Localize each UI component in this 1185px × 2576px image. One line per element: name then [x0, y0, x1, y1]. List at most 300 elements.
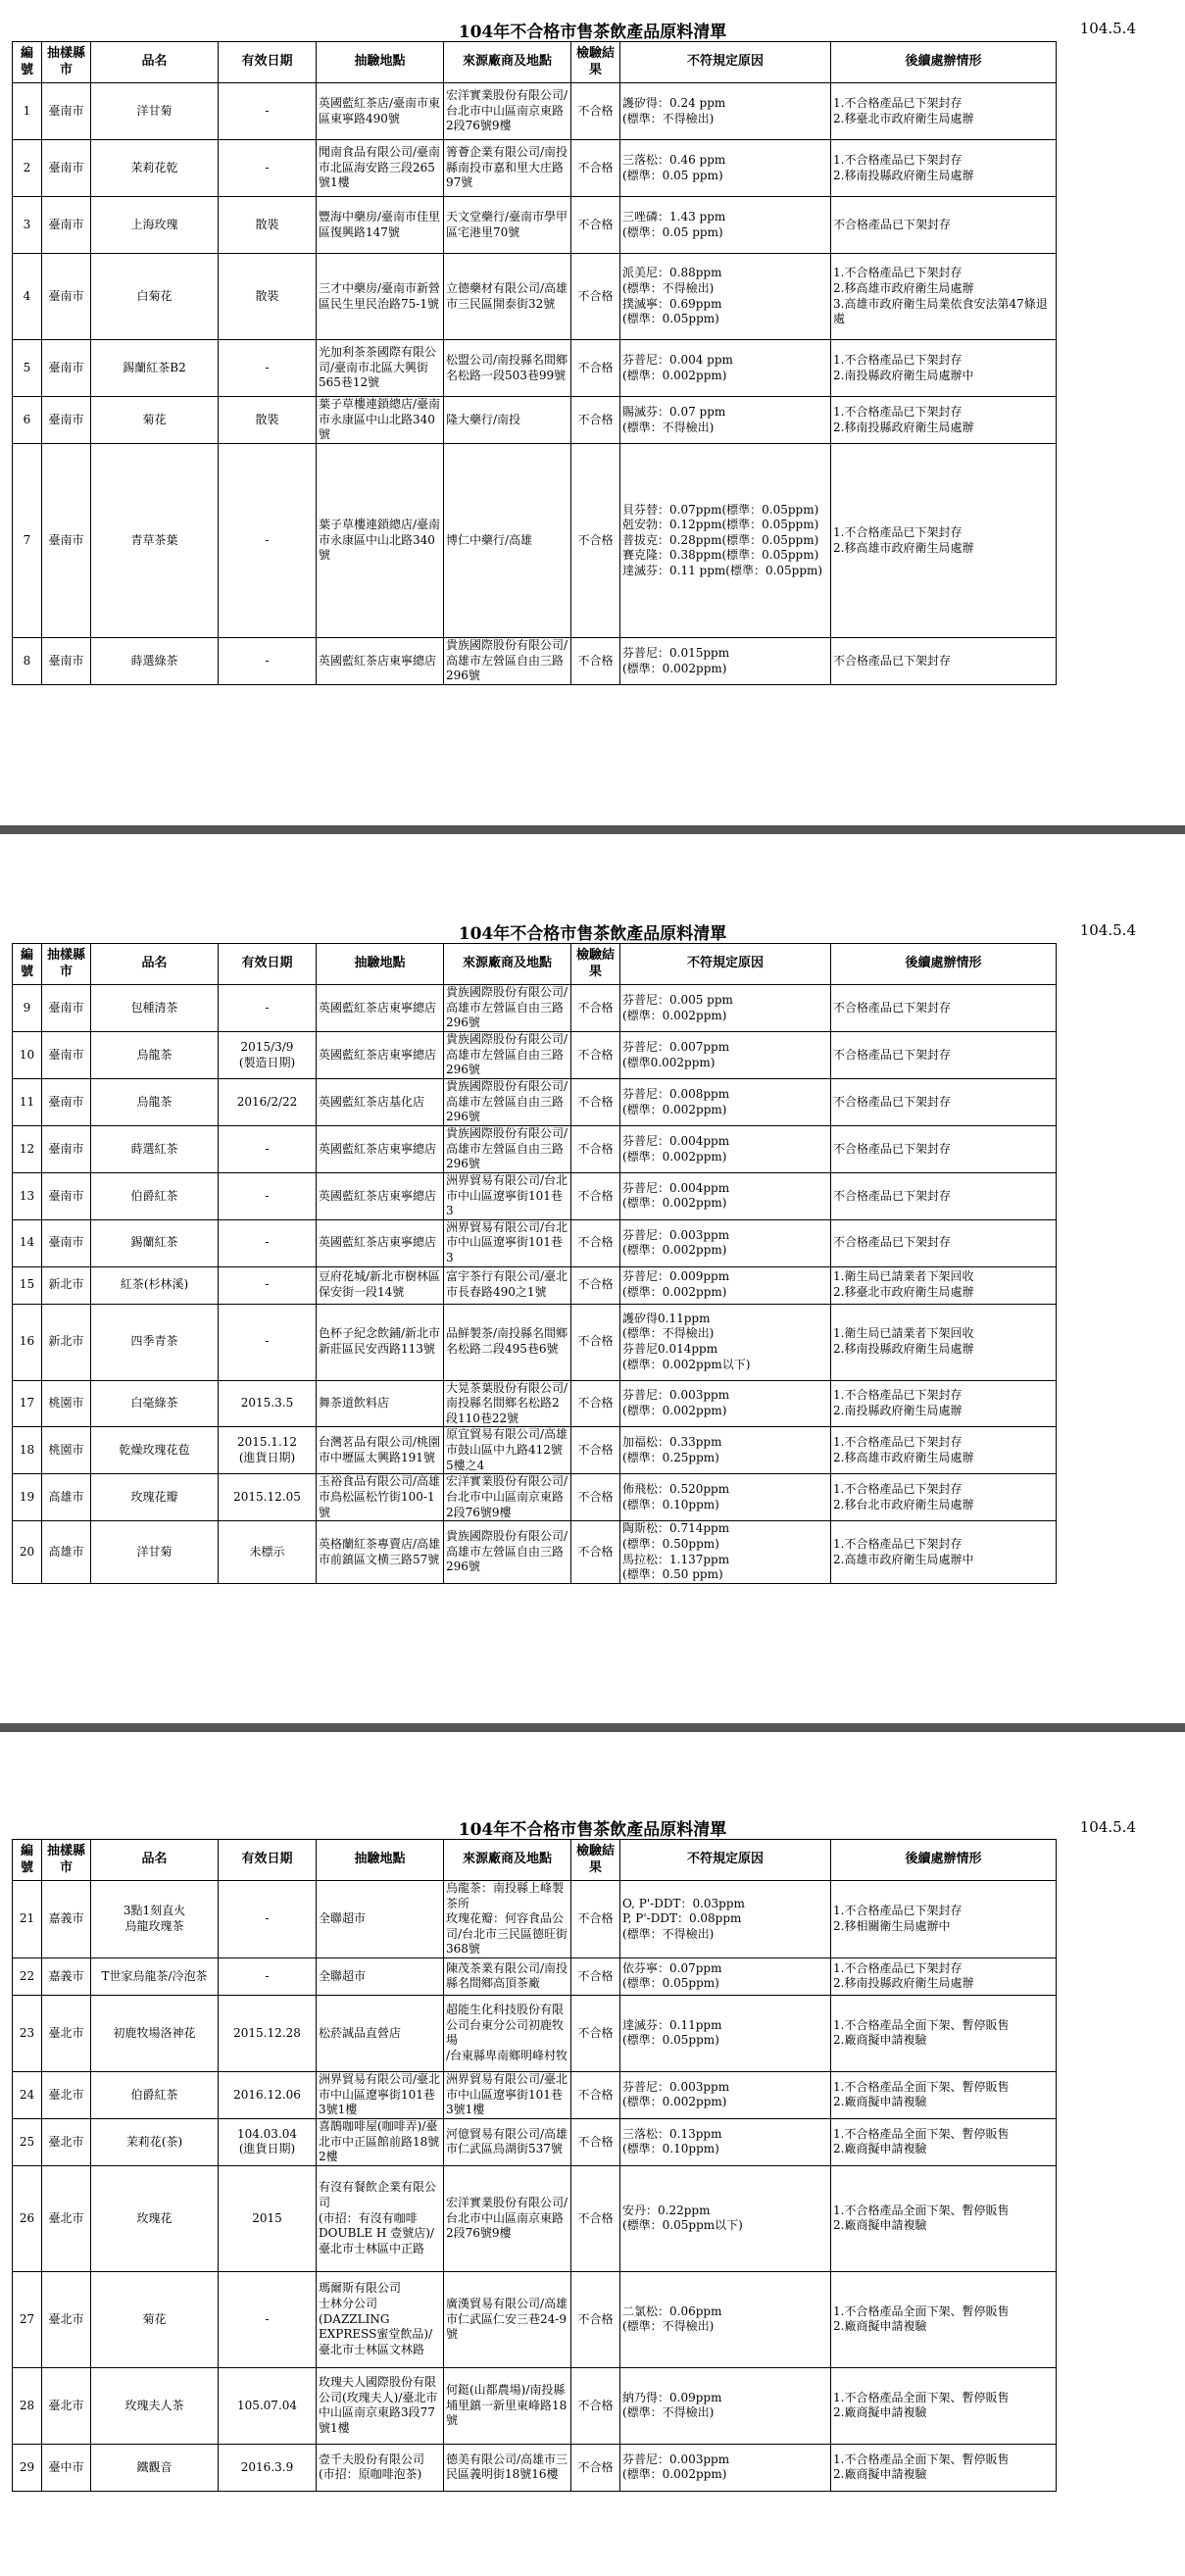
cell-followup: 1.不合格產品已下架封存 2.南投縣政府衛生局處辦中 [831, 340, 1057, 397]
cell-followup: 1.不合格產品已下架封存 2.移台北市政府衛生局處辦 [831, 1474, 1057, 1521]
cell-sample-loc: 台灣茗品有限公司/桃園市中壢區太興路191號 [317, 1427, 444, 1474]
table-row [13, 1219, 1057, 1266]
table-row [13, 638, 1057, 685]
cell-sample-loc: 壹千夫股份有限公司 (市招：原咖啡泡茶) [317, 2444, 444, 2491]
table-row [13, 2165, 1057, 2271]
header-no: 編號 [13, 1840, 42, 1881]
cell-no: 24 [13, 2071, 42, 2118]
cell-followup: 不合格產品已下架封存 [831, 1126, 1057, 1173]
cell-source: 德美有限公司/高雄市三民區義明街18號16樓 [444, 2444, 571, 2491]
cell-no: 26 [13, 2165, 42, 2271]
cell-no: 4 [13, 254, 42, 340]
cell-followup: 1.不合格產品已下架封存 2.移南投縣政府衛生局處辦 [831, 397, 1057, 444]
cell-result: 不合格 [571, 1304, 620, 1380]
cell-reason: 佈飛松：0.520ppm (標準：0.10ppm) [620, 1474, 831, 1521]
cell-sample-loc: 英國藍紅茶店東寧總店 [317, 1173, 444, 1220]
cell-county: 臺南市 [42, 985, 91, 1032]
cell-followup: 1.不合格產品已下架封存 2.高雄市政府衛生局處辦中 [831, 1521, 1057, 1583]
cell-no: 1 [13, 83, 42, 140]
header-followup: 後續處辦情形 [831, 1840, 1057, 1881]
doc-title: 104年不合格市售茶飲產品原料清單 [458, 1820, 727, 1840]
cell-no: 25 [13, 2118, 42, 2165]
cell-followup: 1.衛生局已請業者下架回收 2.移南投縣政府衛生局處辦 [831, 1304, 1057, 1380]
cell-name: T世家烏龍茶/冷泡茶 [91, 1957, 219, 1995]
cell-name: 玫瑰花 [91, 2165, 219, 2271]
cell-reason: 芬普尼：0.003ppm (標準：0.002ppm) [620, 1380, 831, 1427]
cell-no: 9 [13, 985, 42, 1032]
header-county: 抽樣縣市 [42, 944, 91, 985]
cell-sample-loc: 英國藍紅茶店基化店 [317, 1079, 444, 1126]
cell-source: 箐薈企業有限公司/南投縣南投市嘉和里大庄路97號 [444, 140, 571, 197]
cell-source: 品鮮製茶/南投縣名間鄉名松路二段495巷6號 [444, 1304, 571, 1380]
cell-expiry: 105.07.04 [219, 2367, 317, 2444]
table-row [13, 1995, 1057, 2071]
cell-result: 不合格 [571, 1427, 620, 1474]
cell-expiry: 2015 [219, 2165, 317, 2271]
cell-followup: 1.不合格產品已下架封存 2.移高雄市政府衛生局處辦 [831, 1427, 1057, 1474]
header-no: 編號 [13, 42, 42, 83]
cell-source: 貴族國際股份有限公司/高雄市左營區自由三路296號 [444, 1079, 571, 1126]
cell-no: 29 [13, 2444, 42, 2491]
cell-name: 鐵觀音 [91, 2444, 219, 2491]
table-row [13, 254, 1057, 340]
header-reason: 不符規定原因 [620, 1840, 831, 1881]
cell-name: 包種清茶 [91, 985, 219, 1032]
cell-source: 廣漢貿易有限公司/高雄市仁武區仁安三巷24-9號 [444, 2271, 571, 2367]
cell-reason: 三唑磷：1.43 ppm (標準：0.05 ppm) [620, 197, 831, 254]
cell-followup: 1.不合格產品全面下架、暫停販售 2.廠商擬申請複驗 [831, 2367, 1057, 2444]
cell-reason: 芬普尼：0.003ppm (標準：0.002ppm) [620, 2071, 831, 2118]
cell-result: 不合格 [571, 1032, 620, 1079]
header-no: 編號 [13, 944, 42, 985]
header-name: 品名 [91, 1840, 219, 1881]
cell-source: 超能生化科技股份有限公司台東分公司初鹿牧場 /台東縣卑南鄉明峰村牧 [444, 1995, 571, 2071]
cell-followup: 不合格產品已下架封存 [831, 985, 1057, 1032]
cell-name: 洋甘菊 [91, 1521, 219, 1583]
cell-county: 臺南市 [42, 397, 91, 444]
cell-expiry: 2016/2/22 [219, 1079, 317, 1126]
cell-county: 臺北市 [42, 2165, 91, 2271]
table-body [13, 83, 1057, 685]
data-table [12, 943, 1057, 1584]
cell-result: 不合格 [571, 985, 620, 1032]
cell-followup: 1.不合格產品已下架封存 2.移臺北市政府衛生局處辦 [831, 83, 1057, 140]
header-source: 來源廠商及地點 [444, 944, 571, 985]
cell-reason: 芬普尼：0.007ppm (標準0.002ppm) [620, 1032, 831, 1079]
header-county: 抽樣縣市 [42, 42, 91, 83]
cell-followup: 不合格產品已下架封存 [831, 1219, 1057, 1266]
table-row [13, 1126, 1057, 1173]
cell-county: 臺北市 [42, 1995, 91, 2071]
cell-source: 博仁中藥行/高雄 [444, 444, 571, 638]
cell-expiry: 未標示 [219, 1521, 317, 1583]
cell-followup: 1.不合格產品已下架封存 2.移高雄市政府衛生局處辦 3.高雄市政府衛生局業依食安法第47條退處 [831, 254, 1057, 340]
header-source: 來源廠商及地點 [444, 42, 571, 83]
cell-source: 河億貿易有限公司/高雄市仁武區烏湖街537號 [444, 2118, 571, 2165]
table-row [13, 1521, 1057, 1583]
cell-reason: 納乃得：0.09ppm (標準：不得檢出) [620, 2367, 831, 2444]
cell-expiry: 2015.1.12 (進貨日期) [219, 1427, 317, 1474]
cell-no: 27 [13, 2271, 42, 2367]
cell-result: 不合格 [571, 1173, 620, 1220]
header-expiry: 有效日期 [219, 42, 317, 83]
cell-reason: 二氯松：0.06ppm (標準：不得檢出) [620, 2271, 831, 2367]
cell-county: 桃園市 [42, 1427, 91, 1474]
cell-expiry: - [219, 1304, 317, 1380]
cell-followup: 1.衛生局已請業者下架回收 2.移臺北市政府衛生局處辦 [831, 1266, 1057, 1304]
cell-followup: 1.不合格產品全面下架、暫停販售 2.廠商擬申請複驗 [831, 2118, 1057, 2165]
cell-reason: 芬普尼：0.004 ppm (標準：0.002ppm) [620, 340, 831, 397]
cell-reason: 芬普尼：0.005 ppm (標準：0.002ppm) [620, 985, 831, 1032]
cell-result: 不合格 [571, 140, 620, 197]
cell-result: 不合格 [571, 444, 620, 638]
table-row [13, 197, 1057, 254]
cell-name: 錫蘭紅茶 [91, 1219, 219, 1266]
cell-reason: 派美尼：0.88ppm (標準：不得檢出) 撲滅寧：0.69ppm (標準：0.05ppm) [620, 254, 831, 340]
table-row [13, 1957, 1057, 1995]
header-followup: 後續處辦情形 [831, 944, 1057, 985]
cell-county: 高雄市 [42, 1474, 91, 1521]
cell-county: 臺南市 [42, 1126, 91, 1173]
table-row [13, 1266, 1057, 1304]
header-reason: 不符規定原因 [620, 944, 831, 985]
cell-name: 錫蘭紅茶B2 [91, 340, 219, 397]
cell-county: 臺北市 [42, 2367, 91, 2444]
cell-county: 高雄市 [42, 1521, 91, 1583]
cell-reason: 護矽得：0.24 ppm (標準：不得檢出) [620, 83, 831, 140]
cell-county: 臺南市 [42, 1173, 91, 1220]
table-row [13, 1881, 1057, 1958]
cell-source: 宏洋實業股份有限公司/台北市中山區南京東路2段76號9樓 [444, 1474, 571, 1521]
cell-result: 不合格 [571, 397, 620, 444]
cell-reason: 三落松：0.46 ppm (標準：0.05 ppm) [620, 140, 831, 197]
cell-no: 7 [13, 444, 42, 638]
header-followup: 後續處辦情形 [831, 42, 1057, 83]
cell-county: 臺南市 [42, 140, 91, 197]
cell-source: 宏洋實業股份有限公司/台北市中山區南京東路2段76號9樓 [444, 83, 571, 140]
cell-expiry: - [219, 140, 317, 197]
cell-reason: 賜滅芬：0.07 ppm (標準：不得檢出) [620, 397, 831, 444]
cell-expiry: 2016.3.9 [219, 2444, 317, 2491]
cell-reason: 芬普尼：0.004ppm (標準：0.002ppm) [620, 1173, 831, 1220]
cell-sample-loc: 玉裕食品有限公司/高雄市鳥松區松竹街100-1號 [317, 1474, 444, 1521]
cell-source: 松盟公司/南投縣名間鄉名松路一段503巷99號 [444, 340, 571, 397]
cell-no: 20 [13, 1521, 42, 1583]
cell-source: 大晃茶葉股份有限公司/南投縣名間鄉名松路2段110巷22號 [444, 1380, 571, 1427]
cell-sample-loc: 英國藍紅茶店東寧總店 [317, 1126, 444, 1173]
cell-expiry: - [219, 1881, 317, 1958]
cell-county: 臺南市 [42, 444, 91, 638]
cell-result: 不合格 [571, 638, 620, 685]
cell-sample-loc: 玫瑰夫人國際股份有限公司(玫瑰夫人)/臺北市中山區南京東路3段77號1樓 [317, 2367, 444, 2444]
cell-no: 19 [13, 1474, 42, 1521]
cell-name: 上海玫瑰 [91, 197, 219, 254]
cell-sample-loc: 豆府花城/新北市樹林區保安街一段14號 [317, 1266, 444, 1304]
cell-expiry: 散裝 [219, 397, 317, 444]
cell-sample-loc: 豐海中藥房/臺南市佳里區復興路147號 [317, 197, 444, 254]
cell-no: 17 [13, 1380, 42, 1427]
doc-date: 104.5.4 [1079, 1818, 1136, 1836]
cell-sample-loc: 葉子草樓連鎖總店/臺南市永康區中山北路340號 [317, 397, 444, 444]
cell-county: 嘉義市 [42, 1957, 91, 1995]
cell-reason: 芬普尼：0.008ppm (標準：0.002ppm) [620, 1079, 831, 1126]
cell-expiry: - [219, 985, 317, 1032]
cell-expiry: - [219, 1266, 317, 1304]
cell-no: 22 [13, 1957, 42, 1995]
cell-result: 不合格 [571, 1219, 620, 1266]
cell-followup: 不合格產品已下架封存 [831, 638, 1057, 685]
table-row [13, 2071, 1057, 2118]
cell-result: 不合格 [571, 1079, 620, 1126]
cell-result: 不合格 [571, 1266, 620, 1304]
cell-followup: 不合格產品已下架封存 [831, 1032, 1057, 1079]
cell-name: 茉莉花(茶) [91, 2118, 219, 2165]
cell-result: 不合格 [571, 254, 620, 340]
table-body [13, 985, 1057, 1584]
cell-name: 茉莉花乾 [91, 140, 219, 197]
table-row [13, 1474, 1057, 1521]
cell-followup: 1.不合格產品全面下架、暫停販售 2.廠商擬申請複驗 [831, 1995, 1057, 2071]
cell-result: 不合格 [571, 1957, 620, 1995]
cell-source: 立德藥材有限公司/高雄市三民區開泰街32號 [444, 254, 571, 340]
header-name: 品名 [91, 944, 219, 985]
table-row [13, 1380, 1057, 1427]
cell-county: 新北市 [42, 1304, 91, 1380]
cell-reason: 貝芬替：0.07ppm(標準：0.05ppm) 剋安勃：0.12ppm(標準：0.05ppm) 普拔克：0.28ppm(標準：0.05ppm) 賽克隆：0.38ppm(標準：0.05ppm) 達滅芬：0.11 ppm(標準：0.05ppm) [620, 444, 831, 638]
cell-source: 何鋌(山都農場)/南投縣埔里鎮一新里東峰路18號 [444, 2367, 571, 2444]
cell-followup: 1.不合格產品全面下架、暫停販售 2.廠商擬申請複驗 [831, 2271, 1057, 2367]
header-sample-loc: 抽驗地點 [317, 1840, 444, 1881]
cell-followup: 1.不合格產品全面下架、暫停販售 2.廠商擬申請複驗 [831, 2071, 1057, 2118]
cell-result: 不合格 [571, 2165, 620, 2271]
cell-source: 貴族國際股份有限公司/高雄市左營區自由三路296號 [444, 1521, 571, 1583]
cell-sample-loc: 全聯超市 [317, 1957, 444, 1995]
table-row [13, 340, 1057, 397]
cell-reason: 芬普尼：0.004ppm (標準：0.002ppm) [620, 1126, 831, 1173]
doc-title: 104年不合格市售茶飲產品原料清單 [458, 23, 727, 42]
cell-sample-loc: 英格蘭紅茶專賣店/高雄市前鎮區文横三路57號 [317, 1521, 444, 1583]
cell-name: 白毫綠茶 [91, 1380, 219, 1427]
header-source: 來源廠商及地點 [444, 1840, 571, 1881]
cell-source: 隆大藥行/南投 [444, 397, 571, 444]
cell-name: 乾燥玫瑰花苞 [91, 1427, 219, 1474]
cell-county: 臺南市 [42, 1219, 91, 1266]
cell-result: 不合格 [571, 1521, 620, 1583]
table-row [13, 83, 1057, 140]
table-row [13, 985, 1057, 1032]
cell-reason: 陶斯松：0.714ppm (標準：0.50ppm) 馬拉松：1.137ppm (標準：0.50 ppm) [620, 1521, 831, 1583]
cell-expiry: 104.03.04 (進貨日期) [219, 2118, 317, 2165]
cell-result: 不合格 [571, 2071, 620, 2118]
header-county: 抽樣縣市 [42, 1840, 91, 1881]
cell-followup: 1.不合格產品已下架封存 2.南投縣政府衛生局處辦 [831, 1380, 1057, 1427]
cell-reason: 芬普尼：0.003ppm (標準：0.002ppm) [620, 2444, 831, 2491]
cell-county: 臺中市 [42, 2444, 91, 2491]
cell-sample-loc: 光加利茶茶國際有限公司/臺南市北區大興街565巷12號 [317, 340, 444, 397]
cell-result: 不合格 [571, 1881, 620, 1958]
doc-date: 104.5.4 [1079, 921, 1136, 939]
cell-sample-loc: 瑪爾斯有限公司 士林分公司 (DAZZLING EXPRESS蜜堂飲品)/臺北市士林區文林路 [317, 2271, 444, 2367]
cell-expiry: - [219, 340, 317, 397]
cell-name: 菊花 [91, 2271, 219, 2367]
cell-sample-loc: 葉子草樓連鎖總店/臺南市永康區中山北路340號 [317, 444, 444, 638]
cell-expiry: 2015.12.28 [219, 1995, 317, 2071]
header-result: 檢驗結果 [571, 1840, 620, 1881]
cell-name: 伯爵紅茶 [91, 1173, 219, 1220]
cell-source: 貴族國際股份有限公司/高雄市左營區自由三路296號 [444, 1126, 571, 1173]
cell-no: 23 [13, 1995, 42, 2071]
cell-county: 臺南市 [42, 340, 91, 397]
cell-result: 不合格 [571, 1380, 620, 1427]
cell-no: 13 [13, 1173, 42, 1220]
table-row [13, 2271, 1057, 2367]
cell-result: 不合格 [571, 1126, 620, 1173]
cell-result: 不合格 [571, 1995, 620, 2071]
cell-name: 紅茶(杉林溪) [91, 1266, 219, 1304]
cell-county: 臺南市 [42, 1079, 91, 1126]
cell-expiry: - [219, 1173, 317, 1220]
cell-county: 臺南市 [42, 638, 91, 685]
cell-source: 貴族國際股份有限公司/高雄市左營區自由三路296號 [444, 638, 571, 685]
cell-county: 臺北市 [42, 2071, 91, 2118]
cell-reason: 護矽得0.11ppm (標準：不得檢出) 芬普尼0.014ppm (標準：0.002ppm以下) [620, 1304, 831, 1380]
table-row [13, 1079, 1057, 1126]
cell-no: 15 [13, 1266, 42, 1304]
cell-county: 臺北市 [42, 2118, 91, 2165]
cell-expiry: - [219, 1219, 317, 1266]
cell-county: 嘉義市 [42, 1881, 91, 1958]
cell-county: 臺南市 [42, 197, 91, 254]
doc-date: 104.5.4 [1079, 20, 1136, 37]
cell-reason: 依芬寧：0.07ppm (標準：0.05ppm) [620, 1957, 831, 1995]
cell-source: 陳茂茶業有限公司/南投縣名間鄉高頂茶廠 [444, 1957, 571, 1995]
cell-name: 玫瑰夫人茶 [91, 2367, 219, 2444]
cell-source: 烏龍茶：南投縣上峰製茶所 玫瑰花瓣：何容食品公司/台北市三民區德旺街368號 [444, 1881, 571, 1958]
cell-name: 烏龍茶 [91, 1079, 219, 1126]
cell-expiry: 2015.3.5 [219, 1380, 317, 1427]
cell-name: 伯爵紅茶 [91, 2071, 219, 2118]
cell-result: 不合格 [571, 2118, 620, 2165]
cell-expiry: - [219, 2271, 317, 2367]
cell-reason: 三落松：0.13ppm (標準：0.10ppm) [620, 2118, 831, 2165]
cell-reason: 芬普尼：0.015ppm (標準：0.002ppm) [620, 638, 831, 685]
cell-county: 臺北市 [42, 2271, 91, 2367]
cell-followup: 不合格產品已下架封存 [831, 197, 1057, 254]
cell-sample-loc: 有沒有餐飲企業有限公司 (市招：有沒有咖啡DOUBLE H 壹號店)/臺北市士林區中正路 [317, 2165, 444, 2271]
cell-result: 不合格 [571, 83, 620, 140]
cell-sample-loc: 三才中藥房/臺南市新營區民生里民治路75-1號 [317, 254, 444, 340]
cell-source: 貴族國際股份有限公司/高雄市左營區自由三路296號 [444, 1032, 571, 1079]
cell-followup: 1.不合格產品全面下架、暫停販售 2.廠商擬申請複驗 [831, 2444, 1057, 2491]
header-sample-loc: 抽驗地點 [317, 944, 444, 985]
cell-expiry: 2015.12.05 [219, 1474, 317, 1521]
cell-no: 3 [13, 197, 42, 254]
cell-followup: 不合格產品已下架封存 [831, 1079, 1057, 1126]
data-table [12, 41, 1057, 685]
cell-sample-loc: 喜鵲咖啡屋(咖啡弄)/臺北市中正區館前路18號2樓 [317, 2118, 444, 2165]
cell-county: 臺南市 [42, 1032, 91, 1079]
cell-sample-loc: 色杯子紀念飲鋪/新北市新莊區民安西路113號 [317, 1304, 444, 1380]
cell-no: 28 [13, 2367, 42, 2444]
table-row [13, 140, 1057, 197]
cell-result: 不合格 [571, 2271, 620, 2367]
header-name: 品名 [91, 42, 219, 83]
cell-no: 12 [13, 1126, 42, 1173]
cell-name: 烏龍茶 [91, 1032, 219, 1079]
cell-county: 臺南市 [42, 254, 91, 340]
cell-followup: 1.不合格產品已下架封存 2.移高雄市政府衛生局處辦 [831, 444, 1057, 638]
cell-no: 16 [13, 1304, 42, 1380]
cell-expiry: 散裝 [219, 254, 317, 340]
cell-result: 不合格 [571, 197, 620, 254]
cell-no: 5 [13, 340, 42, 397]
cell-source: 宏洋實業股份有限公司/台北市中山區南京東路2段76號9樓 [444, 2165, 571, 2271]
cell-no: 2 [13, 140, 42, 197]
cell-expiry: - [219, 83, 317, 140]
cell-source: 原宜貿易有限公司/高雄市鼓山區中九路412號5樓之4 [444, 1427, 571, 1474]
cell-expiry: 散裝 [219, 197, 317, 254]
cell-followup: 1.不合格產品已下架封存 2.移相關衛生局處辦中 [831, 1881, 1057, 1958]
cell-sample-loc: 英國藍紅茶店東寧總店 [317, 1032, 444, 1079]
cell-source: 天文堂藥行/臺南市學甲區宅港里70號 [444, 197, 571, 254]
cell-county: 桃園市 [42, 1380, 91, 1427]
cell-name: 洋甘菊 [91, 83, 219, 140]
cell-sample-loc: 聞南食品有限公司/臺南市北區海安路三段265號1樓 [317, 140, 444, 197]
header-sample-loc: 抽驗地點 [317, 42, 444, 83]
table-row [13, 2444, 1057, 2491]
table-row [13, 1304, 1057, 1380]
header-result: 檢驗結果 [571, 944, 620, 985]
cell-expiry: - [219, 638, 317, 685]
cell-sample-loc: 英國藍紅茶店/臺南市東區東寧路490號 [317, 83, 444, 140]
cell-reason: 芬普尼：0.003ppm (標準：0.002ppm) [620, 1219, 831, 1266]
cell-no: 10 [13, 1032, 42, 1079]
table-row [13, 1173, 1057, 1220]
cell-no: 8 [13, 638, 42, 685]
cell-reason: 芬普尼：0.009ppm (標準：0.002ppm) [620, 1266, 831, 1304]
cell-followup: 1.不合格產品已下架封存 2.移南投縣政府衛生局處辦 [831, 140, 1057, 197]
cell-sample-loc: 英國藍紅茶店東寧總店 [317, 985, 444, 1032]
cell-county: 新北市 [42, 1266, 91, 1304]
cell-expiry: - [219, 444, 317, 638]
cell-name: 白菊花 [91, 254, 219, 340]
cell-result: 不合格 [571, 2367, 620, 2444]
cell-expiry: 2015/3/9 (製造日期) [219, 1032, 317, 1079]
header-expiry: 有效日期 [219, 1840, 317, 1881]
cell-no: 21 [13, 1881, 42, 1958]
cell-followup: 1.不合格產品全面下架、暫停販售 2.廠商擬申請複驗 [831, 2165, 1057, 2271]
cell-name: 青草茶葉 [91, 444, 219, 638]
cell-sample-loc: 英國藍紅茶店東寧總店 [317, 1219, 444, 1266]
cell-reason: 安丹：0.22ppm (標準：0.05ppm以下) [620, 2165, 831, 2271]
cell-name: 玫瑰花瓣 [91, 1474, 219, 1521]
cell-result: 不合格 [571, 1474, 620, 1521]
cell-source: 洲界貿易有限公司/臺北市中山區遼寧街101巷3號1樓 [444, 2071, 571, 2118]
table-row [13, 1427, 1057, 1474]
cell-source: 洲界貿易有限公司/台北市中山區遼寧街101巷3 [444, 1219, 571, 1266]
cell-reason: 達滅芬：0.11ppm (標準：0.05ppm) [620, 1995, 831, 2071]
cell-no: 11 [13, 1079, 42, 1126]
cell-expiry: 2016.12.06 [219, 2071, 317, 2118]
cell-no: 14 [13, 1219, 42, 1266]
cell-no: 18 [13, 1427, 42, 1474]
table-row [13, 397, 1057, 444]
cell-name: 初鹿牧場洛神花 [91, 1995, 219, 2071]
cell-source: 貴族國際股份有限公司/高雄市左營區自由三路296號 [444, 985, 571, 1032]
cell-county: 臺南市 [42, 83, 91, 140]
cell-no: 6 [13, 397, 42, 444]
table-row [13, 2367, 1057, 2444]
